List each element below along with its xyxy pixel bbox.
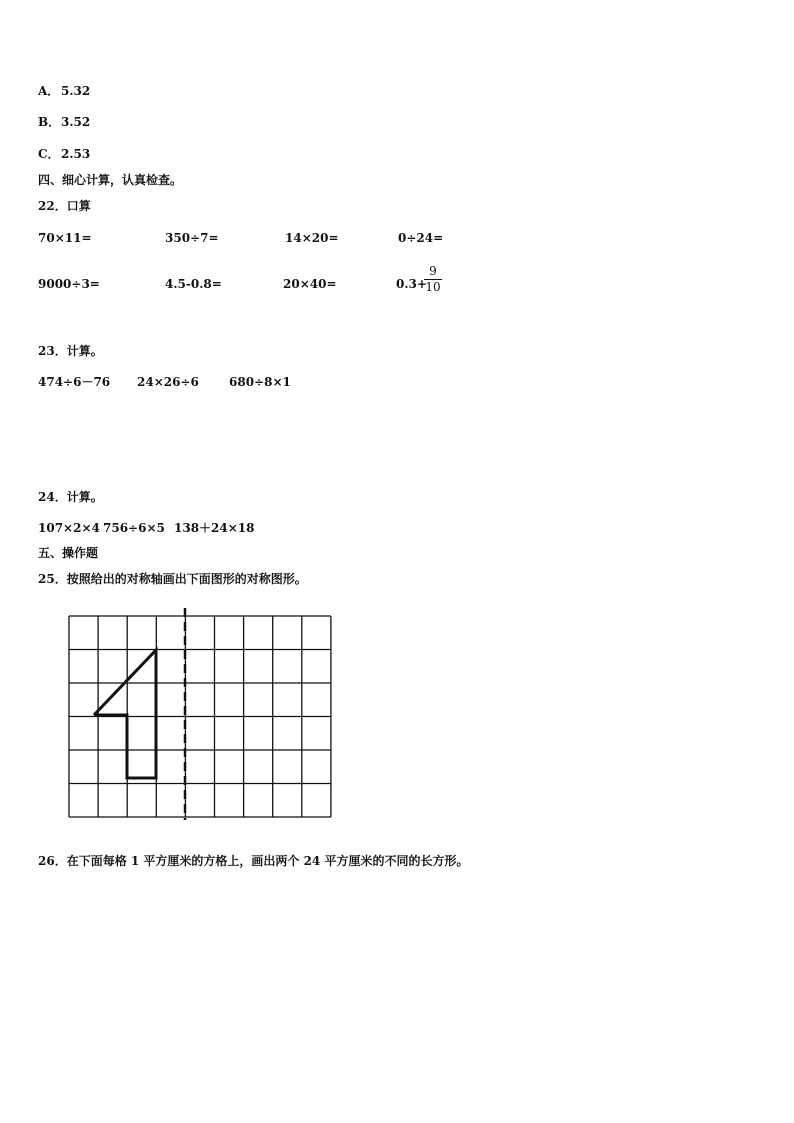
q22-item: 4.5-0.8= (165, 277, 222, 291)
q22-item: 14×20= (285, 231, 339, 245)
section-5-heading: 五、操作题 (38, 546, 99, 560)
q22-item: 350÷7= (165, 231, 219, 245)
q22-fraction-numerator: 9 (429, 264, 437, 278)
q22-item: 20×40= (283, 277, 337, 291)
q24-item: 107×2×4 (38, 521, 100, 535)
option-b-label: B． (38, 115, 61, 129)
symmetry-grid-figure (60, 608, 340, 824)
q25-title: 25．按照给出的对称轴画出下面图形的对称图形。 (38, 572, 307, 586)
q22-item: 70×11= (38, 231, 92, 245)
option-c-label: C． (38, 147, 60, 161)
q26-title: 26．在下面每格 1 平方厘米的方格上，画出两个 24 平方厘米的不同的长方形。 (38, 854, 469, 868)
q22-item: 0÷24= (398, 231, 444, 245)
q24-item: 138＋24×18 (174, 521, 255, 535)
q23-item: 24×26÷6 (137, 375, 199, 389)
option-b-value: 3.52 (61, 115, 91, 129)
q22-fraction-denominator: 10 (425, 280, 441, 294)
q23-item: 474÷6－76 (38, 375, 111, 389)
q24-item: 756÷6×5 (103, 521, 165, 535)
option-a-value: 5.32 (61, 84, 91, 98)
q22-fraction (424, 265, 442, 294)
q22-title: 22．口算 (38, 199, 91, 213)
q24-title: 24．计算。 (38, 490, 103, 504)
option-c-value: 2.53 (61, 147, 91, 161)
section-4-heading: 四、细心计算，认真检查。 (38, 173, 183, 187)
q22-fraction-prefix: 0.3+ (396, 277, 427, 291)
option-a-label: A． (38, 84, 60, 98)
q23-item: 680÷8×1 (229, 375, 291, 389)
q23-title: 23．计算。 (38, 344, 103, 358)
figure-shape (94, 650, 156, 778)
q22-item: 9000÷3= (38, 277, 100, 291)
